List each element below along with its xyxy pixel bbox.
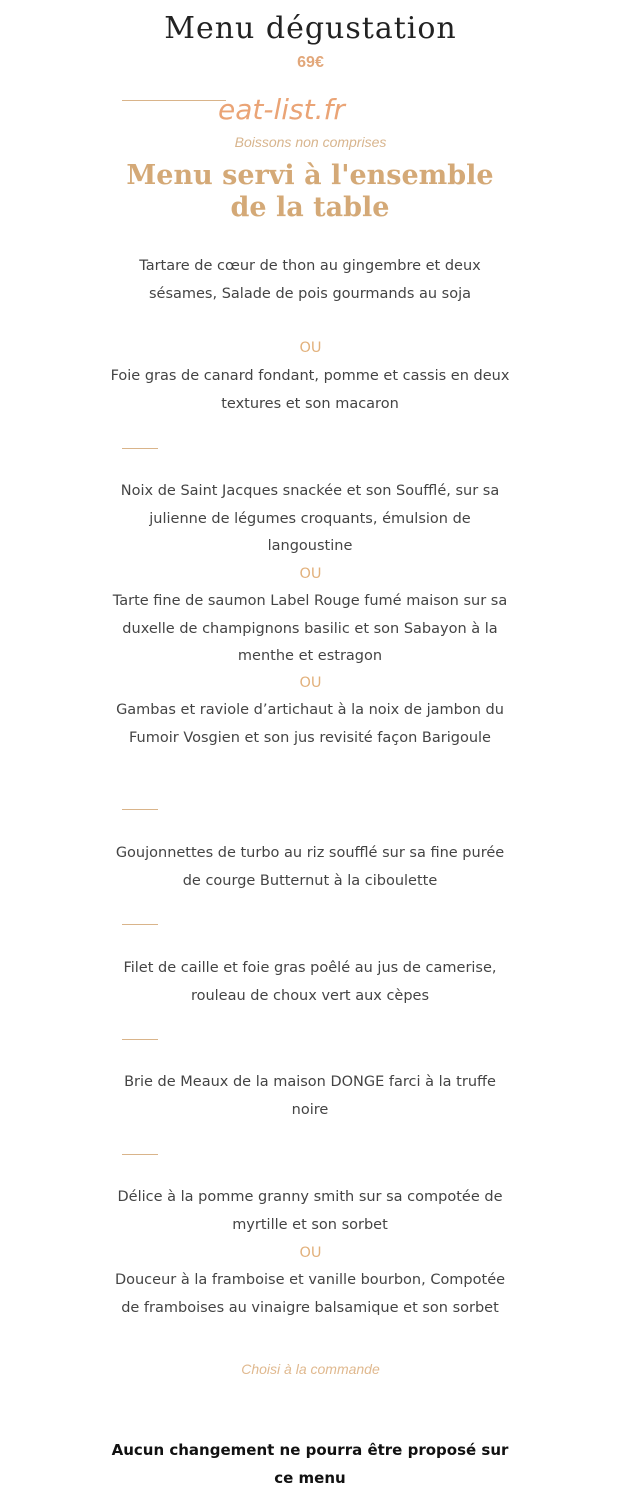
section-divider (122, 1154, 158, 1155)
dish-entree-1: Noix de Saint Jacques snackée et son Soufflé, sur sa julienne de légumes croquants, émulsion de langoustine (120, 483, 500, 554)
dish-starter-2: Foie gras de canard fondant, pomme et cassis en deux textures et son macaron (110, 368, 510, 412)
section-divider (122, 809, 158, 810)
dessert-note: Choisi à la commande (241, 1361, 380, 1377)
watermark-divider (122, 100, 226, 101)
no-change-warning: Aucun changement ne pourra être proposé sur ce menu (111, 1441, 509, 1487)
or-separator: OU (299, 1245, 322, 1261)
dish-dessert-1: Délice à la pomme granny smith sur sa compotée de myrtille et son sorbet (117, 1189, 503, 1233)
menu-subtitle: Menu servi à l'ensemble de la table (126, 160, 494, 223)
section-divider (122, 924, 158, 925)
section-divider (122, 448, 158, 449)
dish-entree-2: Tarte fine de saumon Label Rouge fumé maison sur sa duxelle de champignons basilic et son Sabayon à la menthe et estragon (112, 593, 508, 664)
watermark-text: eat-list.fr (218, 93, 345, 126)
menu-title: Menu dégustation (164, 11, 457, 46)
or-separator: OU (299, 340, 322, 356)
dish-entree-3: Gambas et raviole d’artichaut à la noix de jambon du Fumoir Vosgien et son jus revisité façon Barigoule (116, 702, 504, 746)
or-separator: OU (299, 566, 322, 582)
drinks-note: Boissons non comprises (234, 134, 387, 150)
menu-price: 69€ (297, 54, 324, 71)
or-separator: OU (299, 675, 322, 691)
dish-cheese: Brie de Meaux de la maison DONGE farci à la truffe noire (124, 1074, 496, 1118)
dish-dessert-2: Douceur à la framboise et vanille bourbon, Compotée de framboises au vinaigre balsamique et son sorbet (114, 1272, 506, 1316)
section-divider (122, 1039, 158, 1040)
dish-fish: Goujonnettes de turbo au riz soufflé sur sa fine purée de courge Butternut à la ciboulette (115, 845, 505, 889)
dish-meat: Filet de caille et foie gras poêlé au jus de camerise, rouleau de choux vert aux cèpes (123, 960, 497, 1004)
dish-starter-1: Tartare de cœur de thon au gingembre et deux sésames, Salade de pois gourmands au soja (139, 258, 481, 302)
